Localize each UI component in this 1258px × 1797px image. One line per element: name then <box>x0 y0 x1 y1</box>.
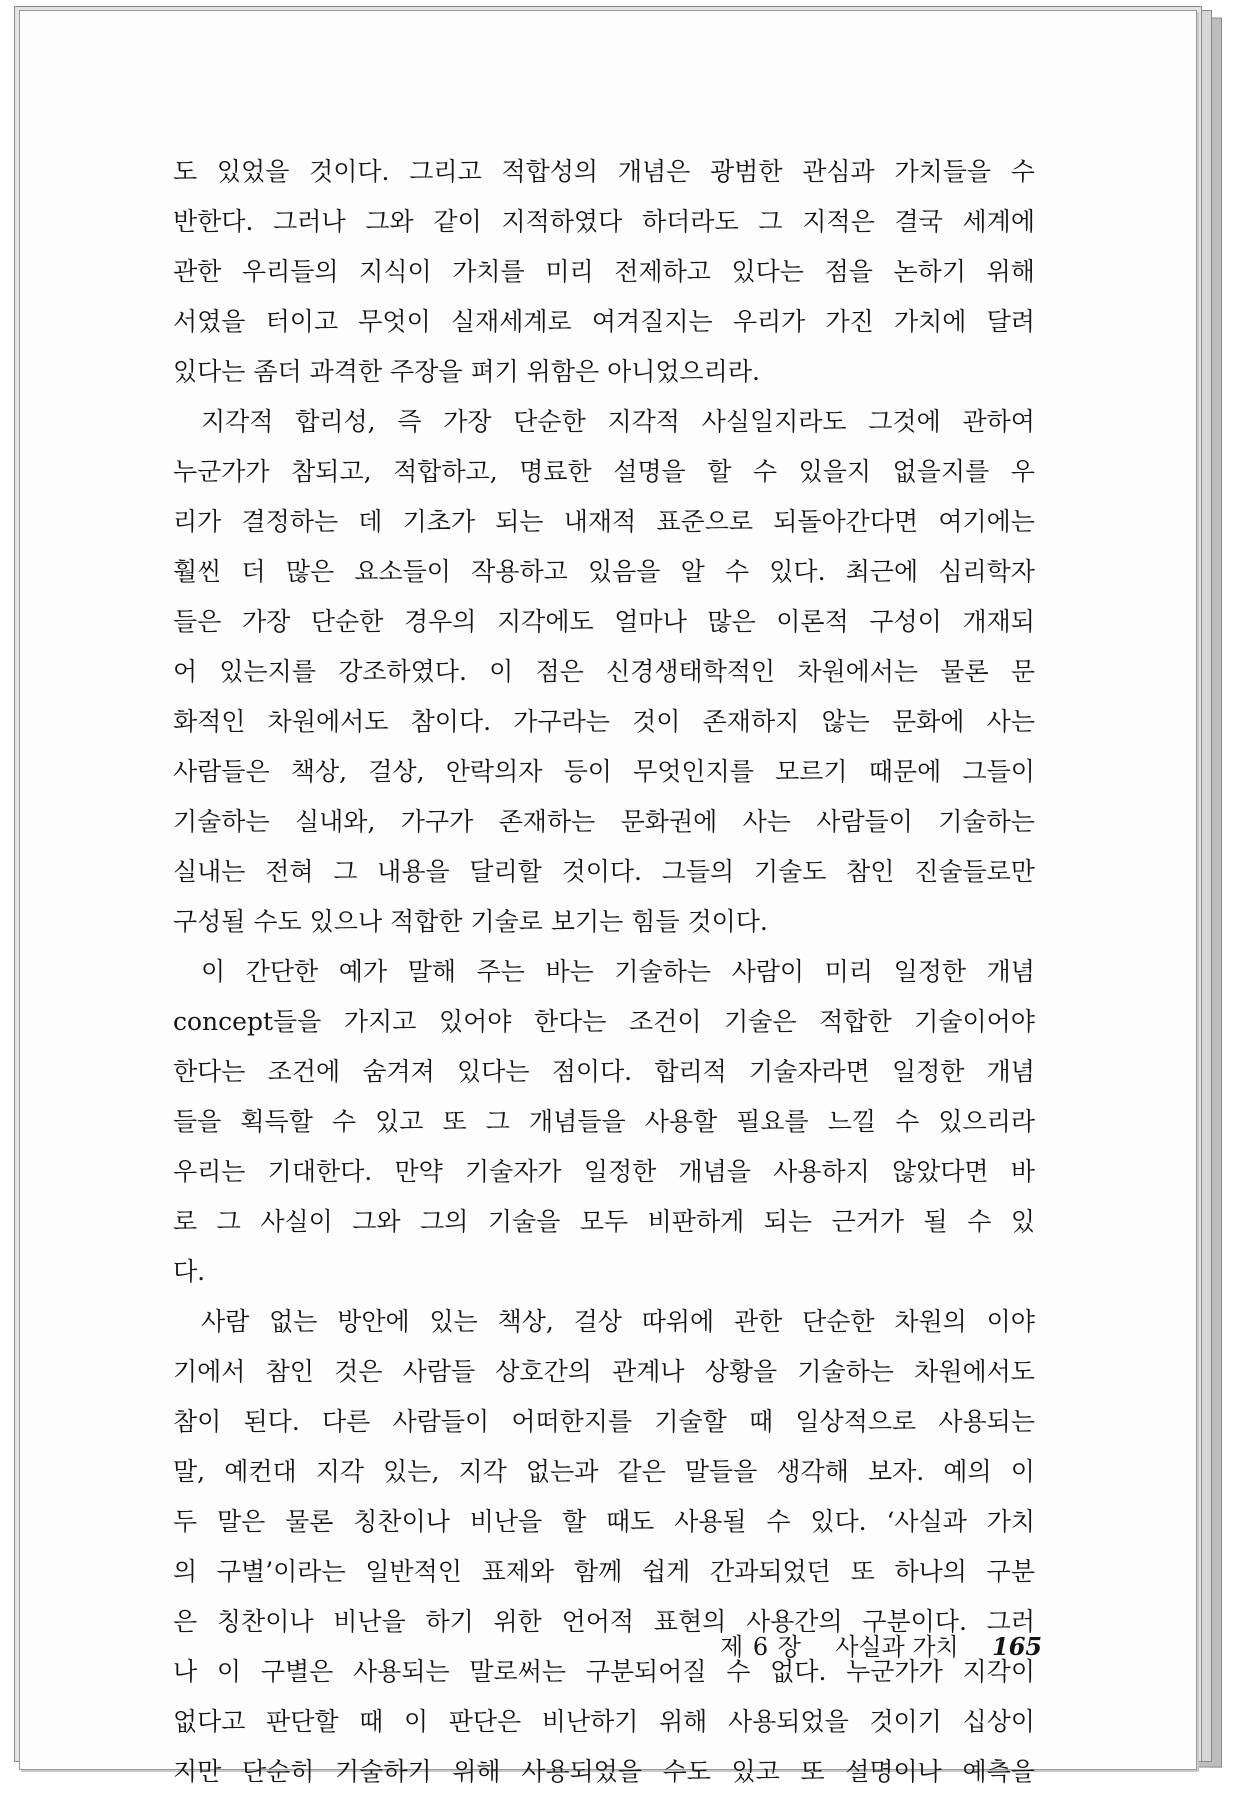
text-line: 리가 결정하는 데 기초가 되는 내재적 표준으로 되돌아간다면 여기에는 <box>173 507 1035 536</box>
text-line: 구성될 수도 있으나 적합한 기술로 보기는 힘들 것이다. <box>173 907 768 936</box>
text-line: 나 이 구별은 사용되는 말로써는 구분되어질 수 없다. 누군가가 지각이 <box>173 1657 1035 1686</box>
text-line: 관한 우리들의 지식이 가치를 미리 전제하고 있다는 점을 논하기 위해 <box>173 257 1035 286</box>
footer-chapter: 제 6 장 <box>720 1633 802 1661</box>
body-text <box>173 147 1035 1797</box>
text-line: 어 있는지를 강조하였다. 이 점은 신경생태학적인 차원에서는 물론 문 <box>173 657 1035 686</box>
text-line: 우리는 기대한다. 만약 기술자가 일정한 개념을 사용하지 않았다면 바 <box>173 1157 1035 1186</box>
text-line: 없다고 판단할 때 이 판단은 비난하기 위해 사용되었을 것이기 십상이 <box>173 1707 1035 1736</box>
text-line: 한다는 조건에 숨겨져 있다는 점이다. 합리적 기술자라면 일정한 개념 <box>173 1057 1035 1086</box>
text-line: 의 구별’이라는 일반적인 표제와 함께 쉽게 간과되었던 또 하나의 구분 <box>173 1557 1035 1586</box>
text-line: 참이 된다. 다른 사람들이 어떠한지를 기술할 때 일상적으로 사용되는 <box>173 1407 1035 1436</box>
text-line: 말, 예컨대 지각 있는, 지각 없는과 같은 말들을 생각해 보자. 예의 이 <box>173 1457 1035 1486</box>
text-line: 두 말은 물론 칭찬이나 비난을 할 때도 사용될 수 있다. ‘사실과 가치 <box>173 1507 1035 1536</box>
text-line: 사람 없는 방안에 있는 책상, 걸상 따위에 관한 단순한 차원의 이야 <box>201 1307 1035 1336</box>
running-footer <box>720 1627 1042 1662</box>
text-line: 실내는 전혀 그 내용을 달리할 것이다. 그들의 기술도 참인 진술들로만 <box>173 857 1035 886</box>
text-line: 로 그 사실이 그와 그의 기술을 모두 비판하게 되는 근거가 될 수 있 <box>173 1207 1035 1236</box>
footer-title: 사실과 가치 <box>835 1633 959 1661</box>
text-line: concept들을 가지고 있어야 한다는 조건이 기술은 적합한 기술이어야 <box>173 1007 1035 1036</box>
text-line: 반한다. 그러나 그와 같이 지적하였다 하더라도 그 지적은 결국 세계에 <box>173 207 1035 236</box>
text-line: 훨씬 더 많은 요소들이 작용하고 있음을 알 수 있다. 최근에 심리학자 <box>173 557 1035 586</box>
text-line: 은 칭찬이나 비난을 하기 위한 언어적 표현의 사용간의 구분이다. 그러 <box>173 1607 1035 1636</box>
text-line: 기에서 참인 것은 사람들 상호간의 관계나 상황을 기술하는 차원에서도 <box>173 1357 1035 1386</box>
page-stack-front <box>14 6 1202 1786</box>
text-line: 있다는 좀더 과격한 주장을 펴기 위함은 아니었으리라. <box>173 357 760 386</box>
book-page <box>19 10 1197 1786</box>
text-line: 누군가가 참되고, 적합하고, 명료한 설명을 할 수 있을지 없을지를 우 <box>173 457 1035 486</box>
text-line: 지만 단순히 기술하기 위해 사용되었을 수도 있고 또 설명이나 예측을 <box>173 1757 1035 1786</box>
page-number: 165 <box>992 1632 1043 1661</box>
text-line: 들을 획득할 수 있고 또 그 개념들을 사용할 필요를 느낄 수 있으리라 <box>173 1107 1035 1136</box>
text-line: 기술하는 실내와, 가구가 존재하는 문화권에 사는 사람들이 기술하는 <box>173 807 1035 836</box>
text-line: 들은 가장 단순한 경우의 지각에도 얼마나 많은 이론적 구성이 개재되 <box>173 607 1035 636</box>
text-line: 도 있었을 것이다. 그리고 적합성의 개념은 광범한 관심과 가치들을 수 <box>173 157 1035 186</box>
text-line: 서였을 터이고 무엇이 실재세계로 여겨질지는 우리가 가진 가치에 달려 <box>173 307 1035 336</box>
text-line: 사람들은 책상, 걸상, 안락의자 등이 무엇인지를 모르기 때문에 그들이 <box>173 757 1035 786</box>
text-line: 지각적 합리성, 즉 가장 단순한 지각적 사실일지라도 그것에 관하여 <box>201 407 1035 436</box>
text-line: 이 간단한 예가 말해 주는 바는 기술하는 사람이 미리 일정한 개념 <box>201 957 1035 986</box>
text-line: 다. <box>173 1257 206 1286</box>
text-line: 화적인 차원에서도 참이다. 가구라는 것이 존재하지 않는 문화에 사는 <box>173 707 1035 736</box>
